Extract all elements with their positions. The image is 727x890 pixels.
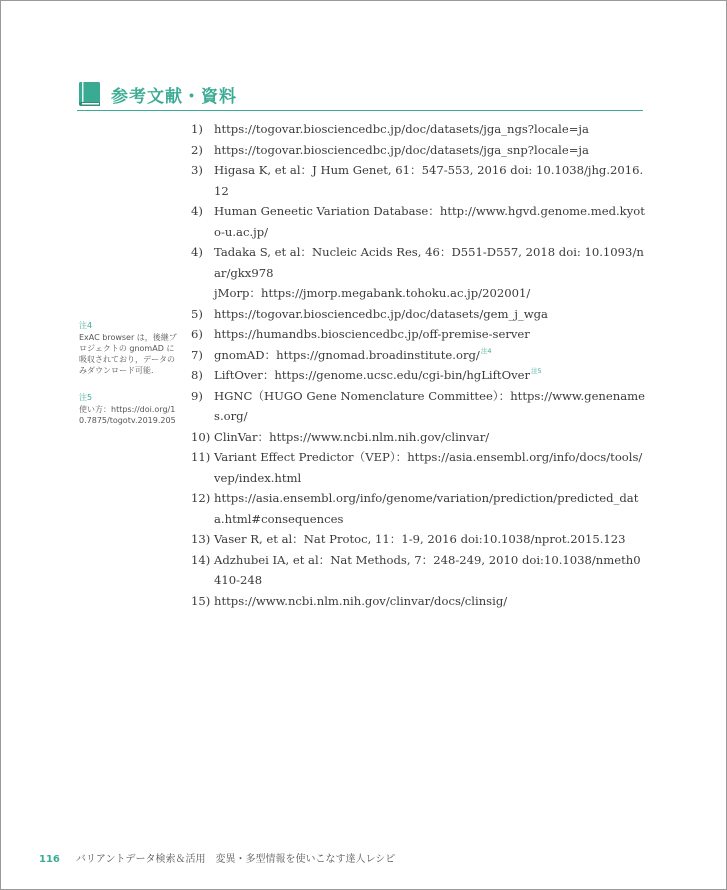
reference-item: [191, 345, 646, 366]
note-marker: 注4: [480, 346, 492, 355]
reference-number: 14): [191, 552, 211, 567]
reference-list: [191, 119, 646, 611]
reference-subline: jMorp：https://jmorp.megabank.tohoku.ac.jp/202001/: [214, 286, 531, 300]
reference-text: https://humandbs.biosciencedbc.jp/off-premise-server: [214, 327, 530, 341]
reference-item: [191, 324, 646, 345]
reference-item: [191, 591, 646, 612]
reference-text: https://asia.ensembl.org/info/genome/variation/prediction/predicted_data.html#consequences: [214, 491, 639, 526]
side-note-body: 使い方：https://doi.org/10.7875/togotv.2019.205: [79, 405, 176, 425]
reference-number: 11): [191, 450, 211, 464]
reference-number: 8): [191, 368, 203, 382]
reference-text: LiftOver：https://genome.ucsc.edu/cgi-bin/hgLiftOver: [214, 368, 531, 382]
reference-item: [191, 304, 646, 325]
reference-text: Variant Effect Predictor（VEP）：https://asia.ensembl.org/info/docs/tools/vep/index.html: [214, 450, 643, 485]
reference-text: https://www.ncbi.nlm.nih.gov/clinvar/docs/clinsig/: [214, 593, 508, 608]
reference-item: [191, 447, 646, 488]
reference-text: https://togovar.biosciencedbc.jp/doc/datasets/jga_snp?locale=ja: [214, 142, 589, 157]
reference-item: [191, 119, 646, 140]
reference-text: https://togovar.biosciencedbc.jp/doc/datasets/jga_ngs?locale=ja: [214, 122, 589, 136]
reference-text: Higasa K, et al：J Hum Genet, 61：547-553, 2016 doi: 10.1038/jhg.2016.12: [214, 163, 644, 198]
reference-text: HGNC（HUGO Gene Nomenclature Committee）：https://www.genenames.org/: [214, 388, 645, 423]
reference-text: Tadaka S, et al：Nucleic Acids Res, 46：D551-D557, 2018 doi: 10.1093/nar/gkx978: [214, 245, 644, 280]
reference-text: Human Geneetic Variation Database：http://www.hgvd.genome.med.kyoto-u.ac.jp/: [214, 204, 645, 239]
side-note-4: [79, 320, 177, 376]
reference-number: 15): [191, 593, 211, 608]
reference-number: 1): [191, 122, 203, 136]
side-note-title: 注5: [79, 393, 93, 402]
reference-number: 3): [191, 163, 203, 177]
reference-text: Adzhubei IA, et al：Nat Methods, 7：248-249, 2010 doi:10.1038/nmeth0410-248: [214, 552, 641, 587]
reference-number: 13): [191, 532, 211, 546]
reference-item: [191, 550, 646, 591]
book-subtitle: 変異・多型情報を使いこなす達人レシピ: [215, 854, 396, 865]
header-rule: [77, 110, 643, 111]
page-number: 116: [39, 854, 60, 865]
note-marker: 注5: [531, 367, 542, 375]
reference-number: 6): [191, 327, 203, 341]
reference-number: 12): [191, 491, 211, 505]
side-note-body: ExAC browser は，後継プロジェクトの gnomAD に吸収されており，データのみダウンロード可能.: [79, 333, 177, 375]
reference-text: gnomAD：https://gnomad.broadinstitute.org/: [214, 347, 480, 362]
page-footer: [39, 850, 395, 865]
reference-text: ClinVar：https://www.ncbi.nlm.nih.gov/clinvar/: [214, 429, 490, 444]
reference-text: https://togovar.biosciencedbc.jp/doc/datasets/gem_j_wga: [214, 306, 548, 321]
reference-item: [191, 386, 646, 427]
reference-item: [191, 365, 646, 386]
reference-number: 7): [191, 347, 203, 362]
book-title: バリアントデータ検索＆活用: [75, 854, 206, 865]
reference-item: [191, 242, 646, 283]
book-icon: [77, 81, 103, 107]
side-note-title: 注4: [79, 321, 93, 330]
reference-text: Vaser R, et al：Nat Protoc, 11：1-9, 2016 doi:10.1038/nprot.2015.123: [214, 532, 626, 546]
section-header: [77, 79, 643, 111]
reference-item: [191, 201, 646, 242]
reference-number: 9): [191, 388, 203, 403]
reference-number: 4): [191, 245, 203, 259]
reference-number: 2): [191, 142, 203, 157]
section-title: 参考文献・資料: [111, 87, 237, 107]
reference-number: 10): [191, 429, 211, 444]
reference-item: [191, 427, 646, 448]
side-note-5: [79, 392, 177, 426]
reference-item: [191, 160, 646, 201]
reference-number: 4): [191, 204, 203, 218]
reference-item: [191, 488, 646, 529]
reference-item: [191, 529, 646, 550]
reference-item: [191, 140, 646, 161]
reference-number: 5): [191, 306, 203, 321]
